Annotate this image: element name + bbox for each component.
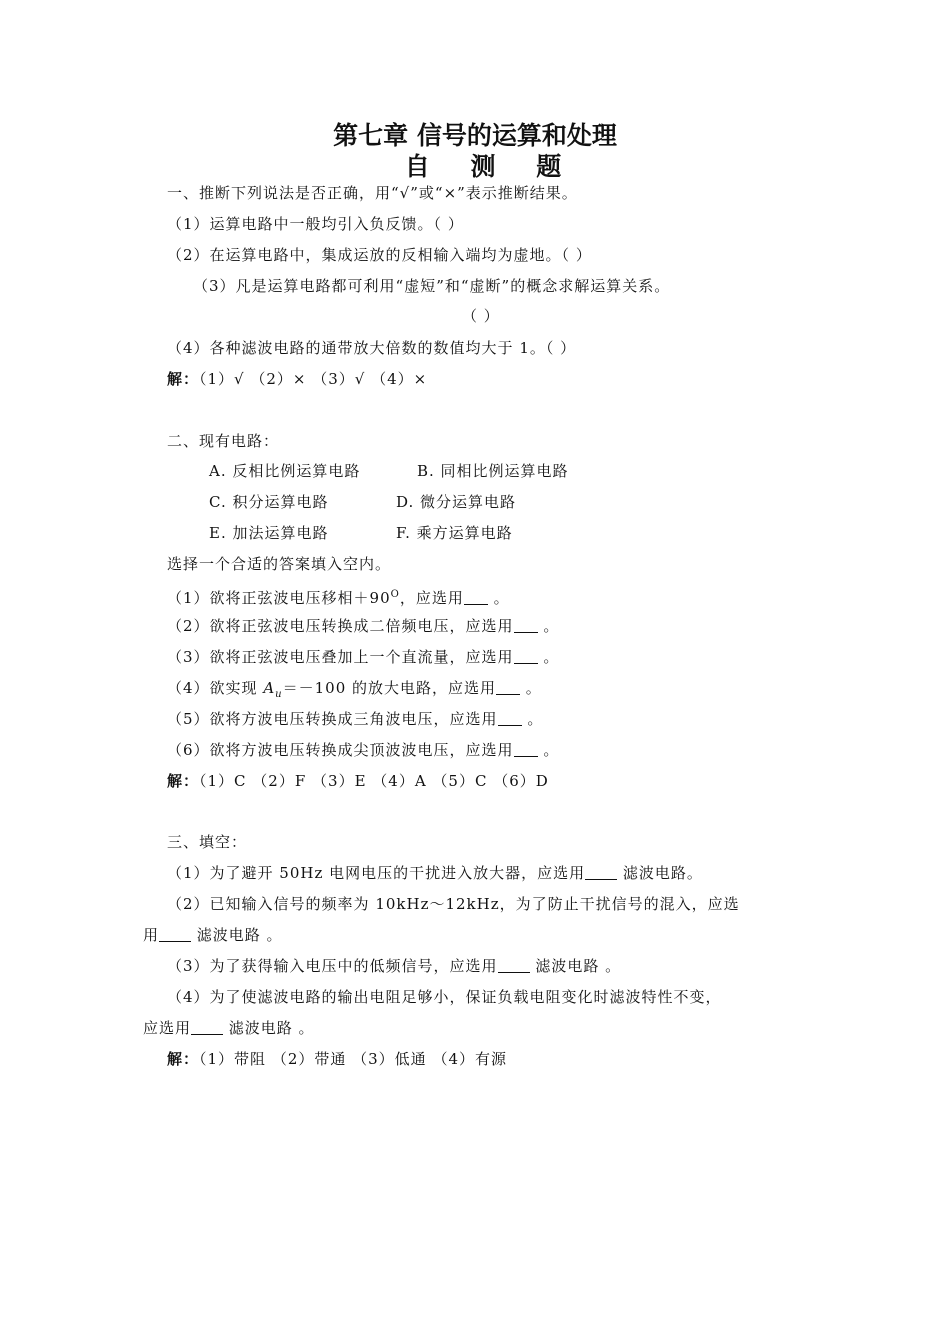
sec3-q3 xyxy=(167,956,621,976)
sec1-q4: （4）各种滤波电路的通带放大倍数的数值均大于 1。（ ） xyxy=(167,339,577,357)
sec3-q2-cont xyxy=(143,925,283,945)
q-text: 滤波电路 。 xyxy=(191,926,283,944)
sec3-answer xyxy=(167,1049,507,1069)
answer-label: 解： xyxy=(167,1050,200,1068)
q-text: 。 xyxy=(521,710,544,728)
q-text: （3）为了获得输入电压中的低频信号，应选用 xyxy=(167,957,498,975)
answer-blank[interactable] xyxy=(498,710,522,726)
answer-text: （1）C （2）F （3）E （4）A （5）C （6）D xyxy=(199,772,549,790)
sec3-heading: 三、填空： xyxy=(167,833,248,851)
sec1-answer xyxy=(167,369,427,389)
q-text: 滤波电路。 xyxy=(617,864,703,882)
answer-blank[interactable] xyxy=(514,741,538,757)
q-text: 。 xyxy=(537,617,560,635)
sec2-instruction: 选择一个合适的答案填入空内。 xyxy=(167,555,392,573)
q-text: （1）为了避开 50Hz 电网电压的干扰进入放大器，应选用 xyxy=(167,864,586,882)
sec2-answer xyxy=(167,771,549,791)
q-text: 。 xyxy=(537,741,560,759)
answer-label: 解： xyxy=(167,772,200,790)
answer-blank[interactable] xyxy=(464,589,488,605)
q-text: （1）欲将正弦波电压移相＋90 xyxy=(167,589,391,607)
q-text: （4）欲实现 xyxy=(167,679,264,697)
answer-blank[interactable] xyxy=(191,1019,223,1035)
option-b: B. 同相比例运算电路 xyxy=(417,462,569,480)
q-text: 应选用 xyxy=(143,1019,192,1037)
sec2-q1 xyxy=(167,585,510,608)
sec1-q2: （2）在运算电路中，集成运放的反相输入端均为虚地。（ ） xyxy=(167,246,592,264)
option-d: D. 微分运算电路 xyxy=(396,493,517,511)
sec2-heading: 二、现有电路： xyxy=(167,432,280,450)
degree-sup: O xyxy=(390,589,400,600)
sec1-heading: 一、推断下列说法是否正确，用“√”或“×”表示推断结果。 xyxy=(167,184,578,202)
answer-label: 解： xyxy=(167,370,200,388)
sec1-q1: （1）运算电路中一般均引入负反馈。（ ） xyxy=(167,215,464,233)
sec3-q4: （4）为了使滤波电路的输出电阻足够小，保证负载电阻变化时滤波特性不变， xyxy=(167,988,722,1006)
q-text: 滤波电路 。 xyxy=(529,957,622,975)
option-a: A. 反相比例运算电路 xyxy=(209,462,361,480)
q-text: 。 xyxy=(487,589,510,607)
sec3-q4-cont xyxy=(143,1018,315,1038)
sec2-q2 xyxy=(167,616,559,636)
q-text: 用 xyxy=(143,926,160,944)
answer-blank[interactable] xyxy=(498,957,530,973)
answer-blank[interactable] xyxy=(514,617,538,633)
option-f: F. 乘方运算电路 xyxy=(396,524,513,542)
q-text: 。 xyxy=(520,679,542,697)
answer-text: （1）带阻 （2）带通 （3）低通 （4）有源 xyxy=(199,1050,507,1068)
chapter-title: 第七章 信号的运算和处理 xyxy=(333,121,617,150)
q-text: 。 xyxy=(537,648,560,666)
sec1-q3-paren: （ ） xyxy=(462,307,500,325)
answer-blank[interactable] xyxy=(585,864,617,880)
q-text: （5）欲将方波电压转换成三角波电压，应选用 xyxy=(167,710,498,728)
sec3-q2: （2）已知输入信号的频率为 10kHz～12kHz，为了防止干扰信号的混入，应选 xyxy=(167,895,740,913)
answer-blank[interactable] xyxy=(514,648,538,664)
q-text: （6）欲将方波电压转换成尖顶波波电压，应选用 xyxy=(167,741,514,759)
q-text: （2）欲将正弦波电压转换成二倍频电压，应选用 xyxy=(167,617,514,635)
answer-blank[interactable] xyxy=(496,679,520,695)
variable-a: A xyxy=(263,679,276,697)
sec2-q4 xyxy=(167,678,542,705)
q-text: ＝－100 的放大电路，应选用 xyxy=(282,679,497,697)
q-text: 滤波电路 。 xyxy=(223,1019,315,1037)
sec2-q3 xyxy=(167,647,559,667)
q-text: （3）欲将正弦波电压叠加上一个直流量，应选用 xyxy=(167,648,514,666)
section-title: 自 测 题 xyxy=(404,152,578,181)
sec2-q6 xyxy=(167,740,559,760)
sec2-q5 xyxy=(167,709,543,729)
sec1-q3: （3）凡是运算电路都可利用“虚短”和“虚断”的概念求解运算关系。 xyxy=(193,277,671,295)
answer-text: （1）√ （2）× （3）√ （4）× xyxy=(199,370,428,388)
answer-blank[interactable] xyxy=(159,926,191,942)
q-text: ，应选用 xyxy=(399,589,464,607)
variable-sub: u xyxy=(275,689,283,700)
option-e: E. 加法运算电路 xyxy=(209,524,329,542)
option-c: C. 积分运算电路 xyxy=(209,493,329,511)
sec3-q1 xyxy=(167,863,703,883)
